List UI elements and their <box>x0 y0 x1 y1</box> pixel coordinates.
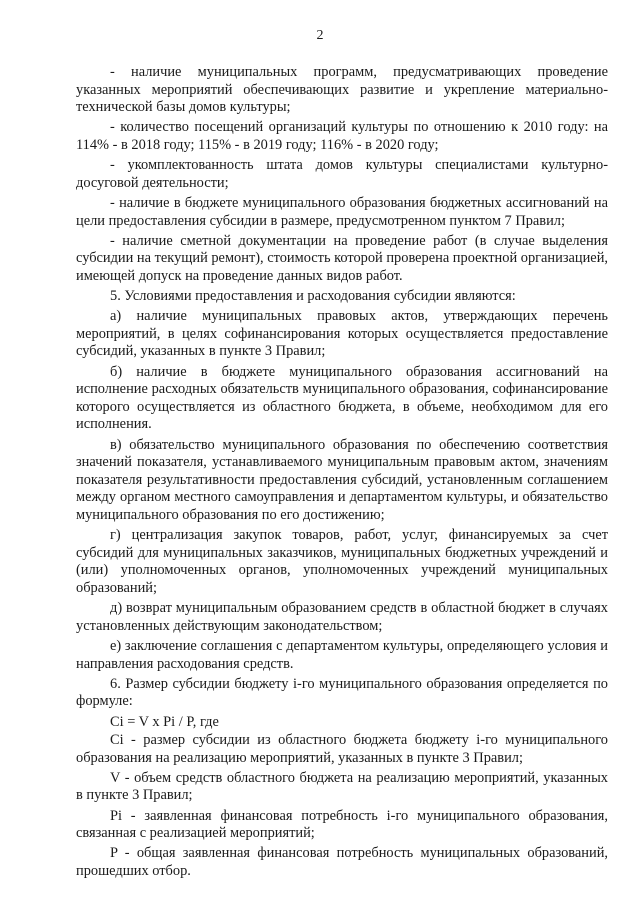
document-body <box>76 64 608 883</box>
criterion-municipal-programs: - наличие муниципальных программ, предусматривающих проведение указанных мероприятий обеспечивающих развитие и укрепление материально-технической базы домов культуры; <box>76 64 608 116</box>
condition-v: в) обязательство муниципального образования по обеспечению соответствия значений показателя, устанавливаемого муниципальным правовым актом, значениям показателя результативности предоставления субсидий, установленным соглашением между органом местного самоуправления и департаментом культуры, и обязательство муниципального образования по его достижению; <box>76 436 608 523</box>
condition-e: е) заключение соглашения с департаментом культуры, определяющего условия и направления расходования средств. <box>76 637 608 672</box>
subsidy-formula: Ci = V x Pi / P, где <box>110 713 219 730</box>
definition-p: P - общая заявленная финансовая потребность муниципальных образований, прошедших отбор. <box>76 845 608 880</box>
condition-b: б) наличие в бюджете муниципального образования ассигнований на исполнение расходных обязательств муниципального образования, софинансирование которого осуществляется из областного бюджета, в объеме, необходимом для его исполнения. <box>76 363 608 433</box>
page-number: 2 <box>316 28 324 43</box>
condition-g: г) централизация закупок товаров, работ, услуг, финансируемых за счет субсидий для муниципальных заказчиков, муниципальных бюджетных учреждений и (или) уполномоченных органов, уполномоченных учреждений муниципальных образований; <box>76 527 608 596</box>
criterion-attendance-growth: - количество посещений организаций культуры по отношению к 2010 году: на 114% - в 2018 году; 115% - в 2019 году; 116% - в 2020 году; <box>76 119 608 153</box>
condition-d: д) возврат муниципальным образованием средств в областной бюджет в случаях установленных действующим законодательством; <box>76 600 608 634</box>
criterion-estimate-documentation: - наличие сметной документации на проведение работ (в случае выделения субсидии на текущий ремонт), стоимость которой проверена проектной организацией, имеющей допуск на проведение данных видов работ. <box>76 232 608 284</box>
condition-a: а) наличие муниципальных правовых актов, утверждающих перечень мероприятий, в целях софинансирования которых осуществляется предоставление субсидий, указанных в пункте 3 Правил; <box>76 308 608 360</box>
criterion-staffing: - укомплектованность штата домов культуры специалистами культурно-досуговой деятельности; <box>76 157 608 191</box>
section-5-heading: 5. Условиями предоставления и расходования субсидии являются: <box>110 288 516 305</box>
definition-v: V - объем средств областного бюджета на реализацию мероприятий, указанных в пункте 3 Правил; <box>76 769 608 804</box>
definition-pi: Pi - заявленная финансовая потребность i-го муниципального образования, связанная с реализацией мероприятий; <box>76 807 608 842</box>
section-6-heading: 6. Размер субсидии бюджету i-го муниципального образования определяется по формуле: <box>76 675 608 710</box>
criterion-budget-allocations: - наличие в бюджете муниципального образования бюджетных ассигнований на цели предоставления субсидии в размере, предусмотренном пунктом 7 Правил; <box>76 194 608 229</box>
definition-ci: Ci - размер субсидии из областного бюджета бюджету i-го муниципального образования на реализацию мероприятий, указанных в пункте 3 Правил; <box>76 732 608 766</box>
